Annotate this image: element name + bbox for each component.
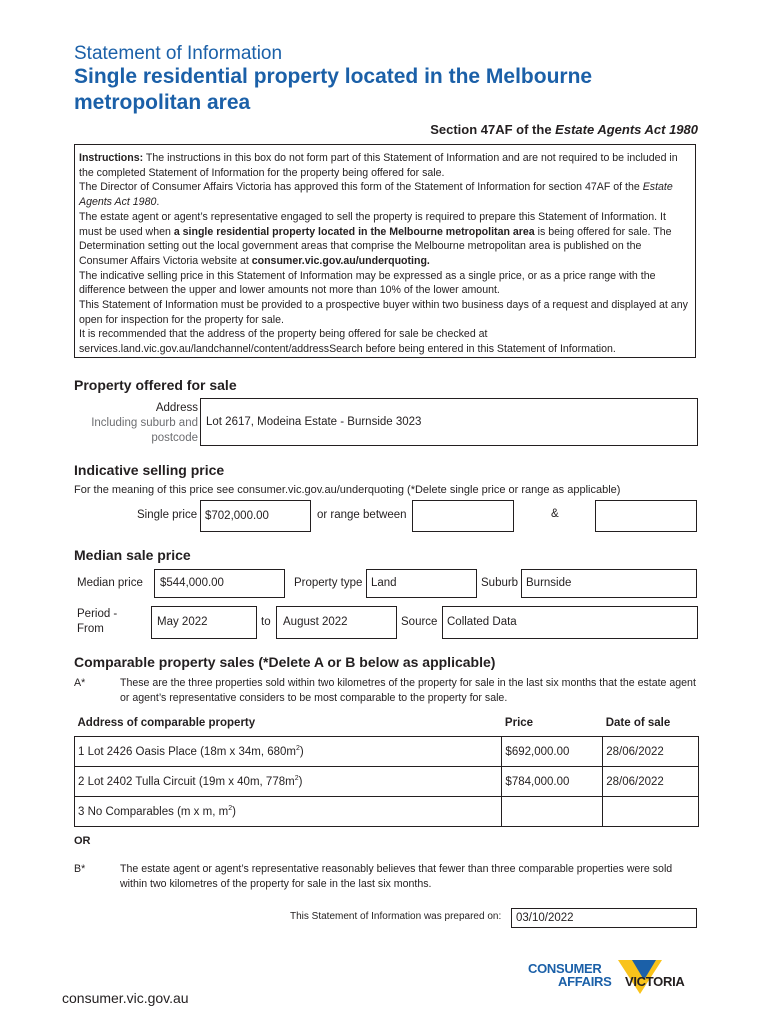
document-label: Statement of Information [74,43,283,64]
logo-text-consumer: CONSUMER [528,961,602,976]
comparable-date[interactable]: 28/06/2022 [603,767,699,797]
address-field[interactable]: Lot 2617, Modeina Estate - Burnside 3023 [200,398,698,446]
comparable-date[interactable] [603,797,699,827]
median-heading: Median sale price [74,547,191,563]
superscript: 2 [228,805,233,813]
median-price-label: Median price [77,577,143,589]
range-label: or range between [317,509,407,521]
comparable-address: 2 Lot 2402 Tulla Circuit (19m x 40m, 778m [78,775,295,788]
instructions-text: The Director of Consumer Affairs Victoria has approved this form of the Statement of Information for section 47AF of the [79,181,643,194]
footer-url[interactable]: consumer.vic.gov.au [62,990,189,1006]
comparable-price[interactable]: $784,000.00 [502,767,603,797]
superscript: 2 [294,775,299,783]
prepared-date-field[interactable]: 03/10/2022 [511,908,697,928]
superscript: 2 [295,745,300,753]
instructions-text: The indicative selling price in this Statement of Information may be expressed as a single price, or as a price range with the difference between the upper and lower amounts not more than 10% of the lower amount. [79,269,656,297]
address-label [60,401,198,446]
paren: ) [232,805,236,818]
underquoting-link[interactable]: consumer.vic.gov.au/underquoting. [251,254,430,267]
instructions-box [74,144,696,358]
indicative-heading: Indicative selling price [74,462,225,478]
instructions-text: It is recommended that the address of the property being offered for sale be checked at services.land.vic.gov.au/landchannel/content/addressSearch before being entered in this Statement of Information. [79,328,616,356]
period-label-line: From [77,623,104,635]
paren: ) [299,745,304,758]
comparable-heading: Comparable property sales (*Delete A or B below as applicable) [74,654,496,670]
property-type-field[interactable]: Land [366,569,477,598]
period-label-line: Period - [77,608,118,620]
indicative-note: For the meaning of this price see consumer.vic.gov.au/underquoting (*Delete single price or range as applicable) [74,484,621,496]
logo-text-victoria: VICTORIA [625,974,685,989]
column-header-address: Address of comparable property [77,717,256,729]
or-label: OR [74,835,91,847]
option-a-label: A* [74,677,86,689]
document-title: Single residential property located in the Melbourne metropolitan area [74,65,593,114]
instructions-text: This Statement of Information must be provided to a prospective buyer within two business days of a request and displayed at any open for inspection for the property for sale. [79,299,688,326]
range-low-field[interactable] [412,500,514,532]
comparable-address-cell[interactable] [75,797,502,827]
source-field[interactable]: Collated Data [442,606,698,639]
instructions-act: Estate Agents Act 1980 [79,181,673,209]
source-label: Source [401,616,438,628]
comparable-address-cell[interactable] [75,737,502,767]
period-to-label: to [261,616,271,628]
period-label [77,607,117,637]
column-header-price: Price [504,717,534,729]
paren: ) [298,775,303,788]
comparable-address-cell[interactable] [75,767,502,797]
suburb-field[interactable]: Burnside [521,569,697,598]
instructions-text: is being offered for sale. The Determination setting out the local government areas that comprise the Melbourne metropolitan area is published on the Consumer Affairs Victoria website at [79,225,672,267]
median-price-field[interactable]: $544,000.00 [154,569,285,598]
range-high-field[interactable] [595,500,697,532]
instructions-text: The estate agent or agent’s representative engaged to sell the property is required to prepare this Statement of Information. It must be used when [79,210,666,238]
period-from-field[interactable]: May 2022 [151,606,257,639]
table-row [75,737,699,767]
range-ampersand: & [551,508,559,520]
option-b-text: The estate agent or agent’s representative reasonably believes that fewer than three comparable properties were sold within two kilometres of the property for sale in the last six months. [120,863,673,890]
suburb-label: Suburb [481,577,519,589]
comparable-table [74,716,699,827]
single-price-field[interactable]: $702,000.00 [200,500,311,532]
comparable-date[interactable]: 28/06/2022 [603,737,699,767]
comparable-address: 3 No Comparables (m x m, m [78,805,229,818]
comparable-price[interactable] [502,797,603,827]
property-type-label: Property type [294,577,363,589]
column-header-date: Date of sale [605,717,671,729]
instructions-bold: a single residential property located in the Melbourne metropolitan area [173,225,535,238]
section-reference [430,122,698,137]
address-label-line: Including suburb and [91,417,198,429]
instructions-heading: Instructions: [79,152,144,164]
period-to-field[interactable]: August 2022 [276,606,397,639]
logo-text-affairs: AFFAIRS [558,974,612,989]
comparable-price[interactable]: $692,000.00 [502,737,603,767]
comparable-address: 1 Lot 2426 Oasis Place (18m x 34m, 680m [78,745,296,758]
table-row [75,767,699,797]
consumer-affairs-victoria-logo [528,958,708,1004]
prepared-label: This Statement of Information was prepared on: [290,911,502,922]
instructions-text: . [156,196,160,209]
single-price-label: Single price [137,509,198,521]
section-act: Estate Agents Act 1980 [555,122,698,137]
option-b-label: B* [74,863,86,875]
address-label-line: postcode [151,432,198,444]
address-label-line: Address [155,402,198,414]
section-prefix: Section 47AF of the [430,122,556,137]
table-row [75,797,699,827]
option-a-text: These are the three properties sold within two kilometres of the property for sale in the last six months that the estate agent or agent’s representative considers to be most comparable to the property for sale. [120,677,696,704]
property-heading: Property offered for sale [74,377,237,393]
instructions-text: The instructions in this box do not form part of this Statement of Information and are not required to be included in the completed Statement of Information for the property being offered for sale. [79,152,678,179]
